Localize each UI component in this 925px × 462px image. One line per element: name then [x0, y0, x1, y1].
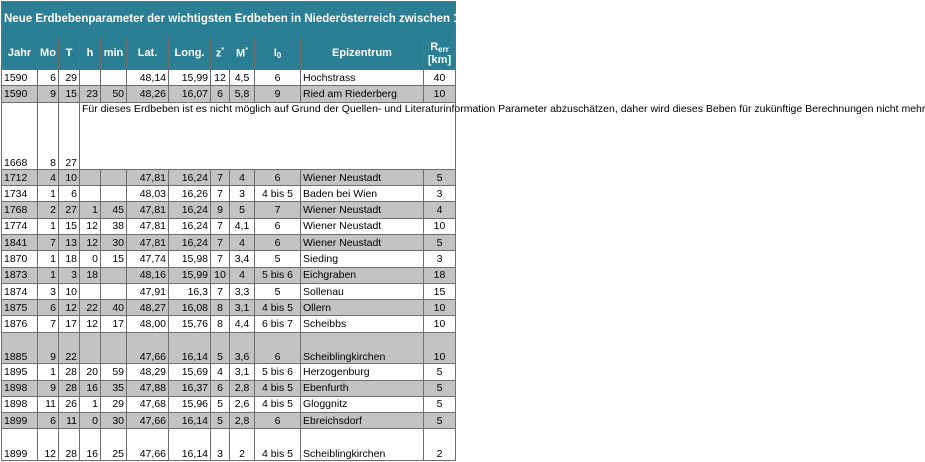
cell-epi: Ried am Riederberg	[301, 86, 424, 102]
cell-long: 16,3	[169, 283, 211, 299]
cell-min: 59	[101, 364, 127, 380]
cell-t: 18	[59, 251, 80, 267]
header-r-unit: [km]	[427, 53, 452, 66]
cell-min: 38	[101, 218, 127, 234]
cell-m: 4	[230, 169, 255, 185]
header-r-label: R	[430, 40, 439, 53]
cell-epi: Ebreichsdorf	[301, 413, 424, 429]
table-row	[2, 267, 456, 283]
cell-z: 8	[211, 316, 230, 332]
table-row	[2, 316, 456, 332]
cell-mo: 6	[38, 413, 59, 429]
cell-z: 4	[211, 364, 230, 380]
table-title: Neue Erdbebenparameter der wichtigsten Erdbeben in Niederösterreich zwischen 1000 und 1900.	[2, 2, 456, 38]
cell-min	[101, 267, 127, 283]
cell-z: 8	[211, 300, 230, 316]
cell-min: 45	[101, 202, 127, 218]
cell-z: 7	[211, 186, 230, 202]
cell-long: 16,24	[169, 218, 211, 234]
cell-epi: Wiener Neustadt	[301, 218, 424, 234]
table-row	[2, 283, 456, 299]
cell-t: 29	[59, 70, 80, 86]
cell-epi: Ollern	[301, 300, 424, 316]
cell-epi: Scheibbs	[301, 316, 424, 332]
cell-mo: 1	[38, 218, 59, 234]
cell-jahr: 1841	[2, 235, 38, 251]
cell-t: 3	[59, 267, 80, 283]
cell-epi: Herzogenburg	[301, 364, 424, 380]
cell-r: 3	[424, 186, 456, 202]
cell-z: 7	[211, 251, 230, 267]
table-row	[2, 186, 456, 202]
cell-r: 15	[424, 283, 456, 299]
cell-lat: 47,81	[127, 169, 169, 185]
cell-i: 7	[255, 202, 301, 218]
cell-lat: 47,81	[127, 235, 169, 251]
cell-mo: 6	[38, 300, 59, 316]
cell-mo: 3	[38, 283, 59, 299]
cell-mo: 12	[38, 429, 59, 461]
header-z	[211, 37, 230, 70]
header-r-sub: err	[438, 44, 449, 54]
cell-lat: 48,00	[127, 316, 169, 332]
cell-i: 6	[255, 235, 301, 251]
cell-t: 12	[59, 300, 80, 316]
cell-h: 0	[80, 251, 101, 267]
cell-long: 16,37	[169, 380, 211, 396]
cell-min	[101, 332, 127, 364]
cell-m: 2	[230, 429, 255, 461]
header-rerr	[424, 37, 456, 70]
cell-r: 5	[424, 364, 456, 380]
cell-mo: 7	[38, 316, 59, 332]
table-title-row	[2, 2, 456, 38]
cell-lat: 48,16	[127, 267, 169, 283]
cell-t: 10	[59, 283, 80, 299]
cell-r: 10	[424, 300, 456, 316]
cell-lat: 48,26	[127, 86, 169, 102]
cell-z: 7	[211, 169, 230, 185]
cell-t: 28	[59, 380, 80, 396]
cell-r: 10	[424, 316, 456, 332]
header-i0	[255, 37, 301, 70]
cell-h	[80, 283, 101, 299]
cell-lat: 48,03	[127, 186, 169, 202]
cell-m: 5,8	[230, 86, 255, 102]
cell-z: 7	[211, 218, 230, 234]
cell-epi: Ebenfurth	[301, 380, 424, 396]
cell-i: 4 bis 5	[255, 300, 301, 316]
cell-lat: 47,88	[127, 380, 169, 396]
cell-h	[80, 186, 101, 202]
cell-min: 15	[101, 251, 127, 267]
cell-z: 6	[211, 86, 230, 102]
table-row	[2, 218, 456, 234]
cell-m: 5	[230, 202, 255, 218]
cell-z: 7	[211, 235, 230, 251]
cell-jahr: 1875	[2, 300, 38, 316]
cell-m: 4,1	[230, 218, 255, 234]
cell-jahr: 1876	[2, 316, 38, 332]
cell-jahr: 1898	[2, 380, 38, 396]
cell-epi: Wiener Neustadt	[301, 235, 424, 251]
cell-r: 5	[424, 413, 456, 429]
table-row	[2, 429, 456, 461]
cell-jahr: 1768	[2, 202, 38, 218]
header-mo: Mo	[38, 37, 59, 70]
header-t: T	[59, 37, 80, 70]
cell-lat: 48,29	[127, 364, 169, 380]
table-row	[2, 413, 456, 429]
cell-t: 11	[59, 413, 80, 429]
cell-m: 3,1	[230, 364, 255, 380]
cell-lat: 47,74	[127, 251, 169, 267]
header-min: min	[101, 37, 127, 70]
cell-mo: 4	[38, 169, 59, 185]
cell-h: 12	[80, 316, 101, 332]
cell-h: 1	[80, 202, 101, 218]
cell-jahr: 1712	[2, 169, 38, 185]
cell-epi: Gloggnitz	[301, 396, 424, 412]
cell-r: 2	[424, 429, 456, 461]
cell-i: 4 bis 5	[255, 186, 301, 202]
cell-min: 50	[101, 86, 127, 102]
cell-i: 6	[255, 70, 301, 86]
cell-note: Für dieses Erdbeben ist es nicht möglich auf Grund der Quellen- und Literaturinformation Parameter abzuschätzen, daher wird dieses Beben für zukünftige Berechnungen nicht mehr	[80, 102, 456, 169]
cell-min: 25	[101, 429, 127, 461]
cell-mo: 9	[38, 86, 59, 102]
cell-h: 20	[80, 364, 101, 380]
cell-t: 6	[59, 186, 80, 202]
cell-r: 10	[424, 218, 456, 234]
cell-m: 4	[230, 267, 255, 283]
cell-h: 16	[80, 429, 101, 461]
cell-z: 7	[211, 283, 230, 299]
cell-lat: 47,66	[127, 332, 169, 364]
cell-min: 29	[101, 396, 127, 412]
cell-mo: 1	[38, 364, 59, 380]
cell-r: 10	[424, 86, 456, 102]
cell-r: 18	[424, 267, 456, 283]
cell-m: 4,5	[230, 70, 255, 86]
cell-r: 5	[424, 380, 456, 396]
cell-mo: 9	[38, 332, 59, 364]
cell-min	[101, 70, 127, 86]
cell-long: 15,96	[169, 396, 211, 412]
cell-lat: 47,66	[127, 413, 169, 429]
cell-jahr: 1590	[2, 86, 38, 102]
cell-r: 5	[424, 169, 456, 185]
cell-mo: 11	[38, 396, 59, 412]
table-row	[2, 169, 456, 185]
cell-min: 17	[101, 316, 127, 332]
header-m-sup: *	[245, 47, 248, 55]
cell-long: 16,24	[169, 235, 211, 251]
table-row	[2, 332, 456, 364]
cell-epi: Scheiblingkirchen	[301, 429, 424, 461]
cell-i: 6	[255, 218, 301, 234]
header-epizentrum: Epizentrum	[301, 37, 424, 70]
cell-r: 5	[424, 396, 456, 412]
cell-jahr: 1873	[2, 267, 38, 283]
cell-i: 6	[255, 169, 301, 185]
header-lat: Lat.	[127, 37, 169, 70]
cell-t: 10	[59, 169, 80, 185]
cell-jahr: 1899	[2, 429, 38, 461]
cell-t: 17	[59, 316, 80, 332]
cell-r: 5	[424, 235, 456, 251]
cell-epi: Wiener Neustadt	[301, 169, 424, 185]
cell-h	[80, 332, 101, 364]
cell-lat: 47,66	[127, 429, 169, 461]
cell-jahr: 1870	[2, 251, 38, 267]
cell-jahr: 1899	[2, 413, 38, 429]
cell-h: 16	[80, 380, 101, 396]
table-row	[2, 364, 456, 380]
cell-m: 3,4	[230, 251, 255, 267]
cell-epi: Scheiblingkirchen	[301, 332, 424, 364]
cell-i: 6 bis 7	[255, 316, 301, 332]
cell-long: 16,24	[169, 202, 211, 218]
cell-lat: 47,81	[127, 202, 169, 218]
header-m	[230, 37, 255, 70]
cell-jahr: 1874	[2, 283, 38, 299]
cell-min: 30	[101, 235, 127, 251]
cell-lat: 47,68	[127, 396, 169, 412]
cell-mo: 9	[38, 380, 59, 396]
cell-mo: 7	[38, 235, 59, 251]
table-header-row	[2, 37, 456, 70]
cell-long: 15,99	[169, 267, 211, 283]
cell-t: 27	[59, 102, 80, 169]
cell-i: 5	[255, 251, 301, 267]
cell-h: 12	[80, 235, 101, 251]
table-row	[2, 396, 456, 412]
cell-jahr: 1885	[2, 332, 38, 364]
cell-jahr: 1895	[2, 364, 38, 380]
cell-min	[101, 283, 127, 299]
cell-long: 16,26	[169, 186, 211, 202]
table-row	[2, 102, 456, 169]
cell-long: 16,07	[169, 86, 211, 102]
table-row	[2, 300, 456, 316]
cell-z: 10	[211, 267, 230, 283]
cell-long: 15,98	[169, 251, 211, 267]
header-jahr: Jahr	[2, 37, 38, 70]
cell-long: 16,14	[169, 332, 211, 364]
table-row	[2, 251, 456, 267]
cell-jahr: 1774	[2, 218, 38, 234]
cell-jahr: 1898	[2, 396, 38, 412]
cell-epi: Eichgraben	[301, 267, 424, 283]
cell-i: 5 bis 6	[255, 267, 301, 283]
cell-r: 4	[424, 202, 456, 218]
cell-i: 4 bis 5	[255, 429, 301, 461]
header-z-sup: *	[221, 47, 225, 55]
cell-i: 5	[255, 283, 301, 299]
cell-long: 16,08	[169, 300, 211, 316]
cell-m: 3,6	[230, 332, 255, 364]
cell-z: 5	[211, 396, 230, 412]
cell-jahr: 1590	[2, 70, 38, 86]
cell-z: 12	[211, 70, 230, 86]
cell-min: 30	[101, 413, 127, 429]
cell-h: 1	[80, 396, 101, 412]
cell-jahr: 1734	[2, 186, 38, 202]
cell-mo: 6	[38, 70, 59, 86]
earthquake-parameter-table	[1, 1, 925, 461]
cell-h	[80, 169, 101, 185]
cell-z: 5	[211, 332, 230, 364]
cell-t: 22	[59, 332, 80, 364]
cell-m: 2,8	[230, 380, 255, 396]
cell-lat: 47,81	[127, 218, 169, 234]
cell-h	[80, 70, 101, 86]
cell-i: 6	[255, 413, 301, 429]
cell-z: 6	[211, 380, 230, 396]
cell-i: 6	[255, 332, 301, 364]
table-row	[2, 235, 456, 251]
cell-m: 3	[230, 186, 255, 202]
cell-m: 2,8	[230, 413, 255, 429]
cell-lat: 48,14	[127, 70, 169, 86]
cell-jahr: 1668	[2, 102, 38, 169]
header-m-label: M	[236, 47, 246, 60]
cell-mo: 1	[38, 186, 59, 202]
cell-epi: Baden bei Wien	[301, 186, 424, 202]
cell-r: 10	[424, 332, 456, 364]
table-row	[2, 380, 456, 396]
cell-z: 3	[211, 429, 230, 461]
cell-m: 3,3	[230, 283, 255, 299]
cell-m: 4	[230, 235, 255, 251]
cell-min	[101, 169, 127, 185]
cell-mo: 2	[38, 202, 59, 218]
cell-mo: 1	[38, 267, 59, 283]
cell-long: 16,14	[169, 429, 211, 461]
cell-long: 16,24	[169, 169, 211, 185]
cell-i: 4 bis 5	[255, 380, 301, 396]
table-row	[2, 86, 456, 102]
cell-long: 15,69	[169, 364, 211, 380]
cell-mo: 8	[38, 102, 59, 169]
cell-r: 3	[424, 251, 456, 267]
header-i-sub: 0	[276, 51, 282, 61]
cell-long: 15,99	[169, 70, 211, 86]
cell-epi: Hochstrass	[301, 70, 424, 86]
header-z-label: z	[215, 47, 222, 60]
cell-z: 9	[211, 202, 230, 218]
cell-mo: 1	[38, 251, 59, 267]
cell-min: 40	[101, 300, 127, 316]
cell-t: 27	[59, 202, 80, 218]
cell-epi: Sieding	[301, 251, 424, 267]
cell-lat: 47,91	[127, 283, 169, 299]
cell-min	[101, 186, 127, 202]
cell-t: 15	[59, 86, 80, 102]
cell-t: 13	[59, 235, 80, 251]
cell-t: 28	[59, 429, 80, 461]
cell-h: 22	[80, 300, 101, 316]
cell-z: 5	[211, 413, 230, 429]
cell-r: 40	[424, 70, 456, 86]
cell-i: 4 bis 5	[255, 396, 301, 412]
table-row	[2, 202, 456, 218]
cell-t: 26	[59, 396, 80, 412]
cell-h: 0	[80, 413, 101, 429]
cell-t: 28	[59, 364, 80, 380]
cell-min: 35	[101, 380, 127, 396]
cell-epi: Wiener Neustadt	[301, 202, 424, 218]
cell-h: 23	[80, 86, 101, 102]
header-h: h	[80, 37, 101, 70]
cell-i: 5 bis 6	[255, 364, 301, 380]
cell-m: 4,4	[230, 316, 255, 332]
cell-m: 2,6	[230, 396, 255, 412]
header-i-label: I	[273, 47, 277, 60]
table-row	[2, 70, 456, 86]
cell-long: 15,76	[169, 316, 211, 332]
cell-i: 9	[255, 86, 301, 102]
cell-t: 15	[59, 218, 80, 234]
cell-lat: 48,27	[127, 300, 169, 316]
cell-m: 3,1	[230, 300, 255, 316]
cell-long: 16,14	[169, 413, 211, 429]
cell-epi: Sollenau	[301, 283, 424, 299]
cell-h: 12	[80, 218, 101, 234]
header-long: Long.	[169, 37, 211, 70]
cell-h: 18	[80, 267, 101, 283]
